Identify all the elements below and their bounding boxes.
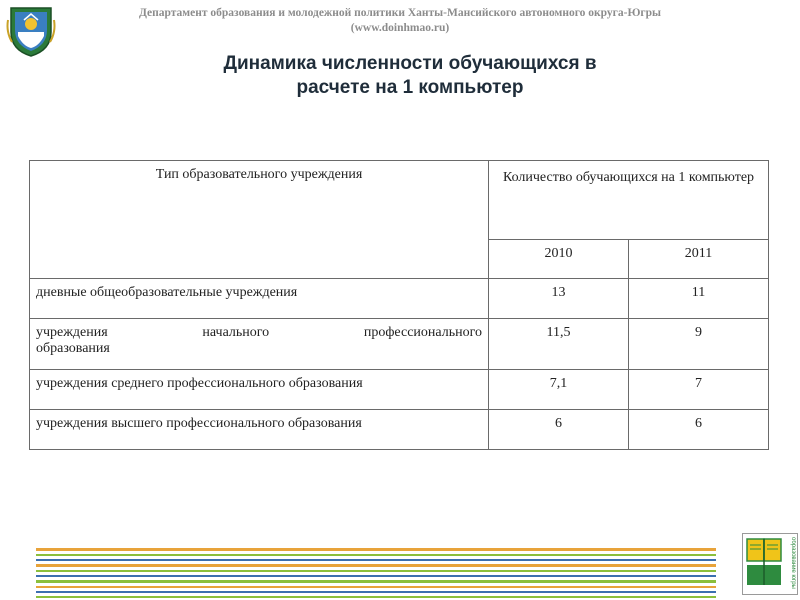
coat-of-arms-icon [4, 2, 58, 58]
row-type-line: учреждения начального профессионального [36, 325, 482, 340]
year-header-2011: 2011 [629, 240, 769, 279]
row-type-line: учреждения высшего профессионального образования [36, 416, 362, 431]
value-2010: 11,5 [489, 319, 629, 370]
stripe [36, 575, 716, 577]
page-title [120, 52, 700, 100]
row-type-line: дневные общеобразовательные учреждения [36, 285, 298, 300]
stripe [36, 554, 716, 556]
year-header-2010: 2010 [489, 240, 629, 279]
department-name: Департамент образования и молодежной политики Ханты-Мансийского автономного округа-Югры [138, 7, 662, 19]
table-row [30, 319, 769, 370]
row-type-line: учреждения среднего профессионального образования [36, 376, 363, 391]
value-2010: 7,1 [489, 370, 629, 410]
stripe [36, 570, 716, 572]
education-logo [742, 533, 798, 595]
footer-stripes [36, 548, 716, 598]
title-line-2: расчете на 1 компьютер [296, 77, 524, 98]
stripe [36, 564, 716, 567]
title-line-1: Динамика численности обучающихся в [223, 53, 597, 74]
table-row [30, 279, 769, 319]
value-2011: 7 [629, 370, 769, 410]
department-website: (www.doinhmao.ru) [350, 22, 450, 34]
value-2010: 6 [489, 410, 629, 450]
department-header [80, 6, 720, 36]
value-2010: 13 [489, 279, 629, 319]
value-2011: 9 [629, 319, 769, 370]
value-2011: 6 [629, 410, 769, 450]
row-type-line-2: образования [36, 341, 110, 356]
value-2011: 11 [629, 279, 769, 319]
stripe [36, 548, 716, 551]
students-per-computer-table [29, 160, 769, 450]
row-type-label [30, 319, 489, 370]
table-header-row [30, 161, 769, 240]
row-type-label [30, 370, 489, 410]
stripe [36, 580, 716, 583]
row-type-label [30, 279, 489, 319]
logo-caption: образование югры [790, 537, 796, 589]
row-type-label [30, 410, 489, 450]
table-row [30, 410, 769, 450]
column-header-type: Тип образовательного учреждения [30, 161, 489, 279]
table-row [30, 370, 769, 410]
stripe [36, 591, 716, 593]
column-header-count: Количество обучающихся на 1 компьютер [489, 161, 769, 240]
stripe [36, 559, 716, 561]
stripe [36, 596, 716, 598]
stripe [36, 586, 716, 588]
